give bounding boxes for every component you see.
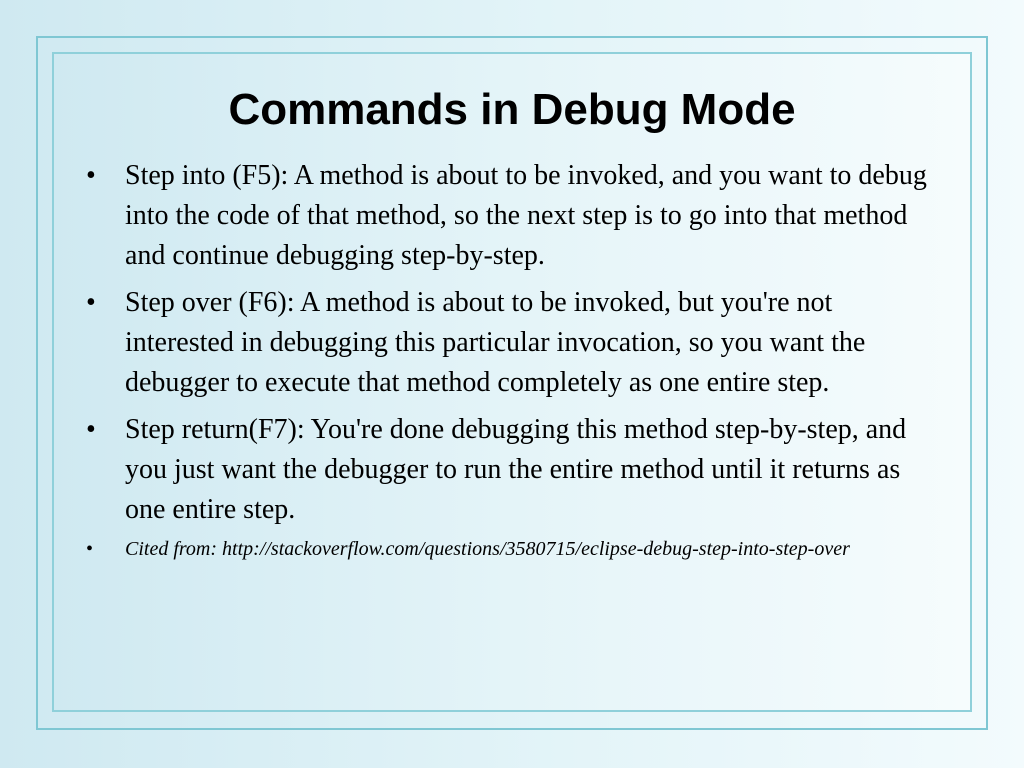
bullet-step-over: [84, 283, 944, 403]
bullet-step-into: [84, 156, 944, 276]
bullet-text: Step into (F5): A method is about to be invoked, and you want to debug into the code of that method, so the next step is to go into that method and continue debugging step-by-step.: [125, 160, 927, 271]
bullet-text: Step return(F7): You're done debugging this method step-by-step, and you just want the debugger to run the entire method until it returns as one entire step.: [125, 414, 907, 525]
bullet-text: Step over (F6): A method is about to be invoked, but you're not interested in debugging this particular invocation, so you want the debugger to execute that method completely as one entire step.: [125, 287, 866, 398]
slide-title: Commands in Debug Mode: [228, 85, 796, 134]
bullet-icon: •: [86, 538, 94, 560]
bullet-icon: •: [86, 160, 96, 191]
bullet-citation: [84, 537, 944, 561]
bullet-step-return: [84, 410, 944, 530]
citation-text: Cited from: http://stackoverflow.com/questions/3580715/eclipse-debug-step-into-step-over: [125, 538, 850, 560]
bullet-icon: •: [86, 287, 96, 318]
bullet-icon: •: [86, 414, 96, 445]
bullet-list: [84, 156, 944, 568]
